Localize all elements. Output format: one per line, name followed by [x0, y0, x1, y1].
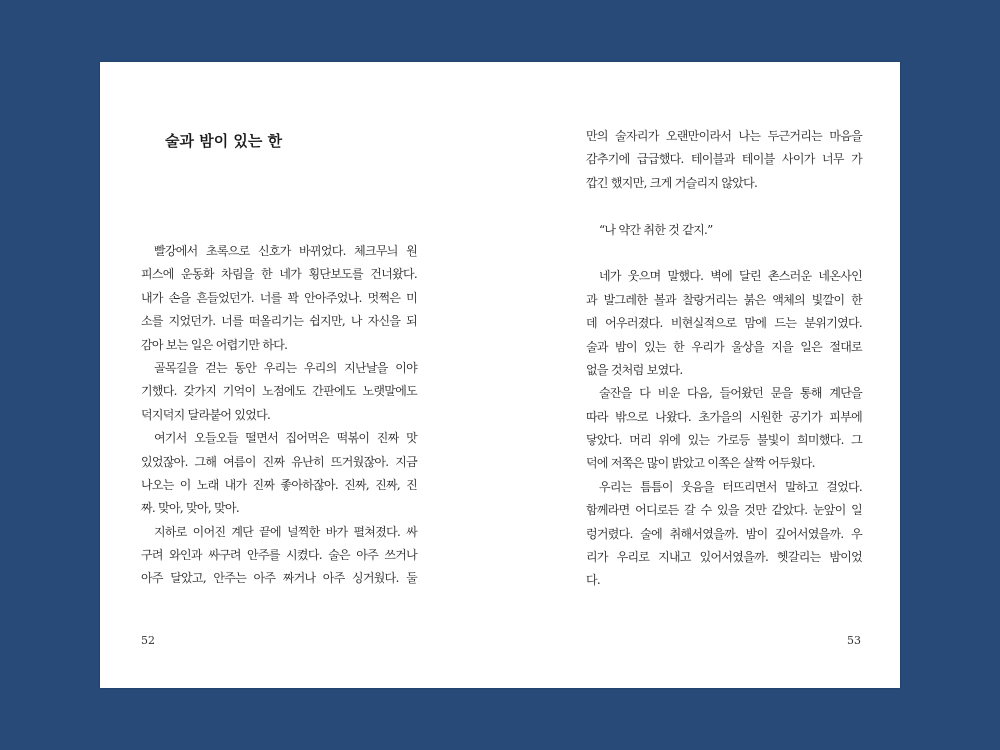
page-number-right: 53	[847, 634, 861, 647]
text-line: 감아 보는 일은 어렵기만 하다.	[141, 337, 288, 352]
chapter-title: 술과 밤이 있는 한	[165, 132, 283, 150]
text-line: 짜. 맞아, 맞아, 맞아.	[141, 501, 240, 516]
page-number-left: 52	[141, 634, 155, 647]
text-line: 골목길을 걷는 동안 우리는 우리의 지난날을 이야	[154, 360, 417, 375]
text-line: 여기서 오들오들 떨면서 집어먹은 떡볶이 진짜 맛	[154, 431, 417, 446]
text-line: 덕에 저쪽은 많이 밝았고 이쪽은 살짝 어두웠다.	[586, 456, 815, 471]
text-line: 함께라면 어디로든 갈 수 있을 것만 같았다. 눈앞이 일	[586, 503, 862, 518]
text-line: 깝긴 했지만, 크게 거슬리지 않았다.	[586, 175, 758, 190]
text-line: 과 발그레한 볼과 찰랑거리는 붉은 액체의 빛깔이 한	[586, 292, 862, 307]
text-line: 기했다. 갖가지 기억이 노점에도 간판에도 노랫말에도	[141, 384, 417, 399]
text-line: 다.	[586, 573, 601, 588]
text-line: 없을 것처럼 보였다.	[586, 362, 683, 377]
blank-line	[586, 195, 862, 218]
text-line: 피스에 운동화 차림을 한 네가 횡단보도를 건너왔다.	[141, 267, 417, 282]
text-line: 내가 손을 흔들었던가. 너를 꽉 안아주었나. 멋쩍은 미	[141, 290, 417, 305]
text-line: 구려 와인과 싸구려 안주를 시켰다. 술은 아주 쓰거나	[141, 548, 417, 563]
book-spread	[100, 62, 900, 688]
text-line: 리가 우리로 지내고 있어서였을까. 헷갈리는 밤이었	[586, 550, 862, 565]
text-line: 만의 술자리가 오랜만이라서 나는 두근거리는 마음을	[586, 129, 862, 143]
text-line: 나오는 이 노래 내가 진짜 좋아하잖아. 진짜, 진짜, 진	[141, 477, 417, 492]
text-line: 있었잖아. 그해 여름이 진짜 유난히 뜨거웠잖아. 지금	[141, 454, 417, 469]
left-page-body	[141, 240, 417, 591]
left-page	[100, 62, 500, 688]
blank-line	[586, 242, 862, 265]
text-line: 지하로 이어진 계단 끝에 널찍한 바가 펼쳐졌다. 싸	[154, 524, 417, 539]
text-line: 따라 밖으로 나왔다. 초가을의 시원한 공기가 피부에	[586, 409, 862, 424]
right-page-body	[586, 125, 862, 593]
text-line: 우리는 틈틈이 웃음을 터뜨리면서 말하고 걸었다.	[599, 479, 862, 494]
right-page	[500, 62, 900, 688]
text-line: 소를 지었던가. 너를 떠올리기는 쉽지만, 나 자신을 되	[141, 314, 417, 329]
text-line: 네가 웃으며 말했다. 벽에 달린 촌스러운 네온사인	[599, 269, 862, 284]
text-line: 술과 밤이 있는 한 우리가 울상을 지을 일은 절대로	[586, 339, 862, 354]
text-line: 렁거렸다. 술에 취해서였을까. 밤이 깊어서였을까. 우	[586, 526, 862, 541]
text-line: 데 어우러졌다. 비현실적으로 맘에 드는 분위기였다.	[586, 316, 862, 331]
dialogue-line: “나 약간 취한 것 같지.”	[599, 222, 713, 237]
text-line: 빨강에서 초록으로 신호가 바뀌었다. 체크무늬 원	[154, 244, 417, 258]
text-line: 닿았다. 머리 위에 있는 가로등 불빛이 희미했다. 그	[586, 433, 862, 448]
text-line: 감추기에 급급했다. 테이블과 테이블 사이가 너무 가	[586, 152, 862, 167]
text-line: 덕지덕지 달라붙어 있었다.	[141, 407, 271, 422]
text-line: 아주 달았고, 안주는 아주 짜거나 아주 싱거웠다. 둘	[141, 571, 417, 586]
text-line: 술잔을 다 비운 다음, 들어왔던 문을 통해 계단을	[599, 386, 862, 401]
